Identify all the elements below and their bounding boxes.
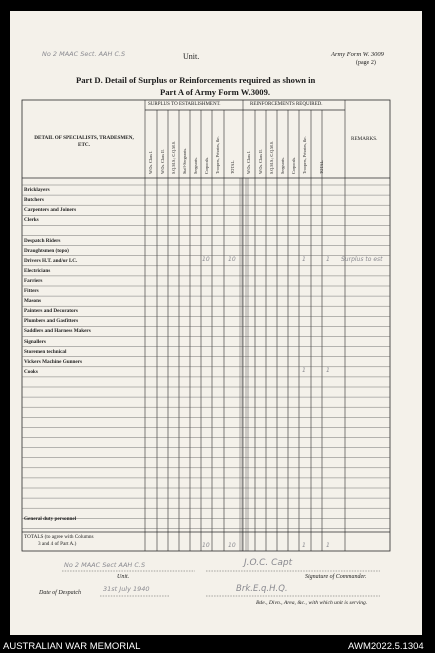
column-label: W.Os. Class II. — [258, 149, 263, 174]
form-title-line1: Part D. Detail of Surplus or Reinforcements required as shown in — [76, 75, 316, 85]
row-label: Carpenters and Joiners — [24, 207, 77, 214]
column-label: Sergeants. — [280, 157, 285, 174]
totals-surplus-total: 10 — [228, 542, 236, 549]
row-label: Electricians — [24, 267, 51, 274]
column-label: TOTAL. — [230, 159, 235, 174]
row-label: Saddlers and Harness Makers — [24, 328, 91, 335]
row-label: Bricklayers — [24, 187, 50, 193]
detail-header: DETAIL OF SPECIALISTS, TRADESMEN, ETC. — [34, 135, 134, 148]
commander-signature: J.O.C. Capt — [244, 558, 293, 568]
surplus-header: SURPLUS TO ESTABLISHMENT. — [148, 102, 221, 107]
column-label: W.Os. Class II. — [160, 149, 165, 174]
row-label: Drivers H.T. and/or I.C. — [24, 257, 78, 264]
column-label: Corporals. — [204, 156, 209, 174]
cooks-reinf-total: 1 — [326, 367, 330, 374]
column-label: Troopers, Privates, &c. — [302, 136, 307, 174]
page-reference: (page 2) — [356, 60, 376, 66]
row-label: Storemen technical — [24, 348, 67, 355]
column-label: Troopers, Privates, &c. — [215, 136, 220, 174]
unit-label: Unit. — [183, 52, 200, 61]
cooks-reinf-privates: 1 — [302, 367, 306, 374]
column-label: Staff-Sergeants. — [182, 147, 187, 174]
row-label: Butchers — [24, 197, 44, 204]
footer-left: AUSTRALIAN WAR MEMORIAL — [3, 641, 141, 652]
row-label: Plumbers and Gasfitters — [24, 318, 79, 325]
row-label: Despatch Riders — [24, 237, 61, 244]
drivers-remarks: Surplus to est — [341, 256, 383, 263]
unit-signature-value: No 2 MAAC Sect AAH C.S — [64, 561, 146, 569]
totals-reinf-total: 1 — [326, 542, 330, 549]
row-label: Painters and Decorators — [24, 308, 78, 315]
row-label: Draughtsmen (topo) — [24, 247, 69, 254]
column-label: S.Q.M.S.; C.Q.M.S. — [171, 140, 176, 174]
footer-right: AWM2022.5.1304 — [348, 641, 424, 652]
totals-label-line2: 3 and 4 of Part A.) — [38, 541, 77, 547]
drivers-surplus-total: 10 — [228, 256, 236, 263]
row-label: Vickers Machine Gunners — [24, 358, 83, 365]
despatch-label: Date of Despatch — [39, 590, 81, 596]
row-label: Signallers — [24, 338, 46, 345]
column-label: Corporals. — [291, 156, 296, 174]
commander-caption: Signature of Commander. — [305, 574, 367, 580]
column-label: S.Q.M.S.; C.Q.M.S. — [269, 140, 274, 174]
form-reference: Army Form W. 3009 — [331, 51, 384, 58]
row-label: Farriers — [24, 277, 43, 284]
drivers-surplus-privates: 10 — [202, 256, 210, 263]
form-title-line2: Part A of Army Form W.3009. — [160, 87, 271, 97]
column-label: TOTAL. — [319, 159, 324, 174]
column-label: W.Os. Class I. — [148, 150, 153, 174]
column-label: Sergeants. — [193, 157, 198, 174]
row-label: Clerks — [24, 217, 39, 224]
unit-handwritten: No 2 MAAC Sect. AAH C.S — [42, 50, 126, 58]
row-label: Masons — [24, 298, 42, 305]
bde-value: Brk.E.q.H.Q. — [236, 584, 288, 594]
reinforcements-header: REINFORCEMENTS REQUIRED. — [250, 102, 323, 107]
column-label: W.Os. Class I. — [246, 150, 251, 174]
despatch-date: 31st July 1940 — [103, 585, 150, 593]
row-label: Fitters — [24, 288, 39, 294]
general-duty-label: General duty personnel — [24, 516, 77, 522]
totals-label-line1: TOTALS (to agree with Columns — [24, 534, 94, 540]
drivers-reinf-privates: 1 — [302, 256, 306, 263]
remarks-header: REMARKS. — [351, 136, 378, 142]
unit-caption: Unit. — [117, 574, 130, 580]
drivers-reinf-total: 1 — [326, 256, 330, 263]
row-label: Cooks — [24, 368, 38, 375]
totals-reinf-privates: 1 — [302, 542, 306, 549]
totals-surplus-privates: 10 — [202, 542, 210, 549]
bde-caption: Bde., Divn., Area, &c., with which unit is serving. — [256, 600, 368, 606]
